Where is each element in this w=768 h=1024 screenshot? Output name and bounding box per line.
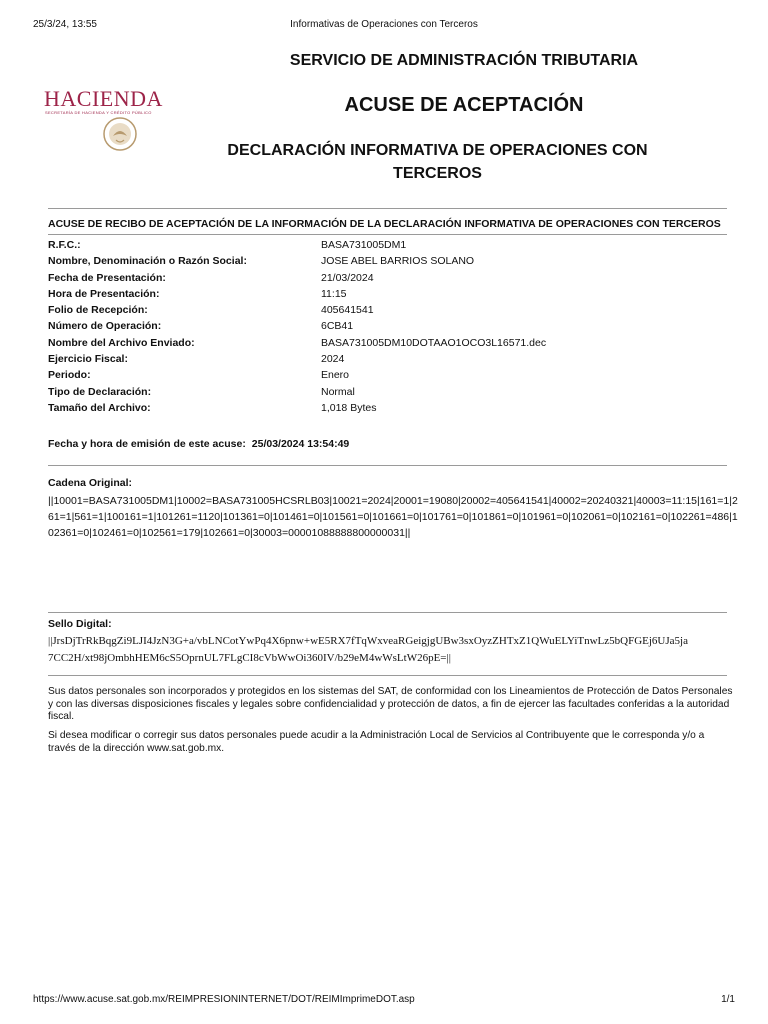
- field-value: JOSE ABEL BARRIOS SOLANO: [321, 255, 475, 268]
- field-label: Tamaño del Archivo:: [48, 401, 151, 414]
- field-row: [48, 402, 727, 418]
- field-value: 21/03/2024: [321, 271, 374, 284]
- field-label: Fecha de Presentación:: [48, 271, 166, 284]
- page-title: ACUSE DE ACEPTACIÓN: [344, 94, 584, 116]
- eagle-seal-icon: [102, 116, 138, 152]
- field-value: Normal: [321, 385, 355, 398]
- field-value: 2024: [321, 353, 345, 366]
- field-row: [48, 337, 727, 353]
- field-value: 405641541: [321, 304, 374, 317]
- sello-digital-text: ||JrsDjTrRkBqgZi9LJI4JzN3G+a/vbLNCotYwPq4X6pnw+wE5RX7fTqWxveaRGeigjgUBw3sxOyzZHTxZ1QWuELYiTnwLz5bQFGEj6UJa5ja7CC2H/xt98jOmbhHEM6cS5OprnUL7FLgCI8cVbWwOi360IV/b29eM4wWsLtW26pE=||: [48, 635, 688, 664]
- field-row: [48, 353, 727, 369]
- field-row: [48, 272, 727, 288]
- privacy-notice: Sus datos personales son incorporados y protegidos en los sistemas del SAT, de conformidad con los Lineamientos de Protección de Datos Personales y con las diversas disposiciones fiscales y legales sobre confidencialidad y protección de datos, a fin de ejercer las facultades conferidas a la autoridad fiscal.: [48, 686, 733, 723]
- print-header: [33, 19, 735, 33]
- fields-list: [48, 239, 727, 418]
- field-label: Número de Operación:: [48, 320, 162, 333]
- divider: [48, 612, 727, 613]
- field-row: [48, 369, 727, 385]
- field-label: Tipo de Declaración:: [48, 385, 152, 398]
- field-value: 1,018 Bytes: [321, 401, 377, 414]
- emission-value: 25/03/2024 13:54:49: [251, 438, 350, 450]
- cadena-original-text: ||10001=BASA731005DM1|10002=BASA731005HCSRLB03|10021=2024|20001=19080|20002=405641541|40002=20240321|40003=11:15|161=1|261=1|561=1|100161=1|101261=1120|101361=0|101461=0|101561=0|101661=0|101761=0|101861=0|101961=0|102061=0|102161=0|102261=486|102361=0|102461=0|102561=179|102661=0|30003=00001088888800000031||: [48, 495, 738, 539]
- divider: [48, 675, 727, 676]
- field-label: Nombre del Archivo Enviado:: [48, 336, 195, 349]
- field-value: Enero: [321, 369, 350, 382]
- agency-title: SERVICIO DE ADMINISTRACIÓN TRIBUTARIA: [289, 52, 639, 69]
- hacienda-logo: [44, 86, 184, 158]
- print-datetime: 25/3/24, 13:55: [33, 19, 97, 30]
- page-number: 1/1: [721, 994, 735, 1005]
- field-value: BASA731005DM10DOTAAO1OCO3L16571.dec: [321, 336, 547, 349]
- field-row: [48, 288, 727, 304]
- emission-datetime: [48, 438, 349, 450]
- field-value: 6CB41: [321, 320, 354, 333]
- logo-wordmark: HACIENDA: [44, 86, 163, 111]
- sello-label: Sello Digital:: [48, 618, 112, 630]
- divider: [48, 465, 727, 466]
- divider: [48, 208, 727, 209]
- cadena-label: Cadena Original:: [48, 477, 133, 489]
- print-page-title: Informativas de Operaciones con Terceros: [290, 19, 478, 30]
- field-label: R.F.C.:: [48, 239, 81, 251]
- field-row: [48, 239, 727, 255]
- field-label: Folio de Recepción:: [48, 304, 148, 317]
- field-row: [48, 304, 727, 320]
- field-row: [48, 386, 727, 402]
- field-label: Hora de Presentación:: [48, 287, 160, 300]
- field-value: BASA731005DM1: [321, 239, 407, 251]
- field-label: Ejercicio Fiscal:: [48, 353, 128, 366]
- section-heading: ACUSE DE RECIBO DE ACEPTACIÓN DE LA INFORMACIÓN DE LA DECLARACIÓN INFORMATIVA DE OPERACIONES CON TERCEROS: [48, 218, 721, 230]
- field-label: Periodo:: [48, 369, 91, 382]
- field-value: 11:15: [321, 287, 347, 300]
- field-label: Nombre, Denominación o Razón Social:: [48, 255, 247, 268]
- field-row: [48, 320, 727, 336]
- emission-label: Fecha y hora de emisión de este acuse:: [48, 438, 246, 450]
- divider: [48, 234, 727, 235]
- footer-url: https://www.acuse.sat.gob.mx/REIMPRESIONINTERNET/DOT/REIMImprimeDOT.asp: [33, 994, 415, 1005]
- field-row: [48, 255, 727, 271]
- correction-notice: Si desea modificar o corregir sus datos personales puede acudir a la Administración Local de Servicios al Contribuyente que le corresponda y/o a través de la dirección www.sat.gob.mx.: [48, 730, 705, 754]
- page-subtitle: DECLARACIÓN INFORMATIVA DE OPERACIONES CON TERCEROS: [227, 142, 648, 182]
- logo-subtext: SECRETARÍA DE HACIENDA Y CRÉDITO PÚBLICO: [45, 110, 152, 115]
